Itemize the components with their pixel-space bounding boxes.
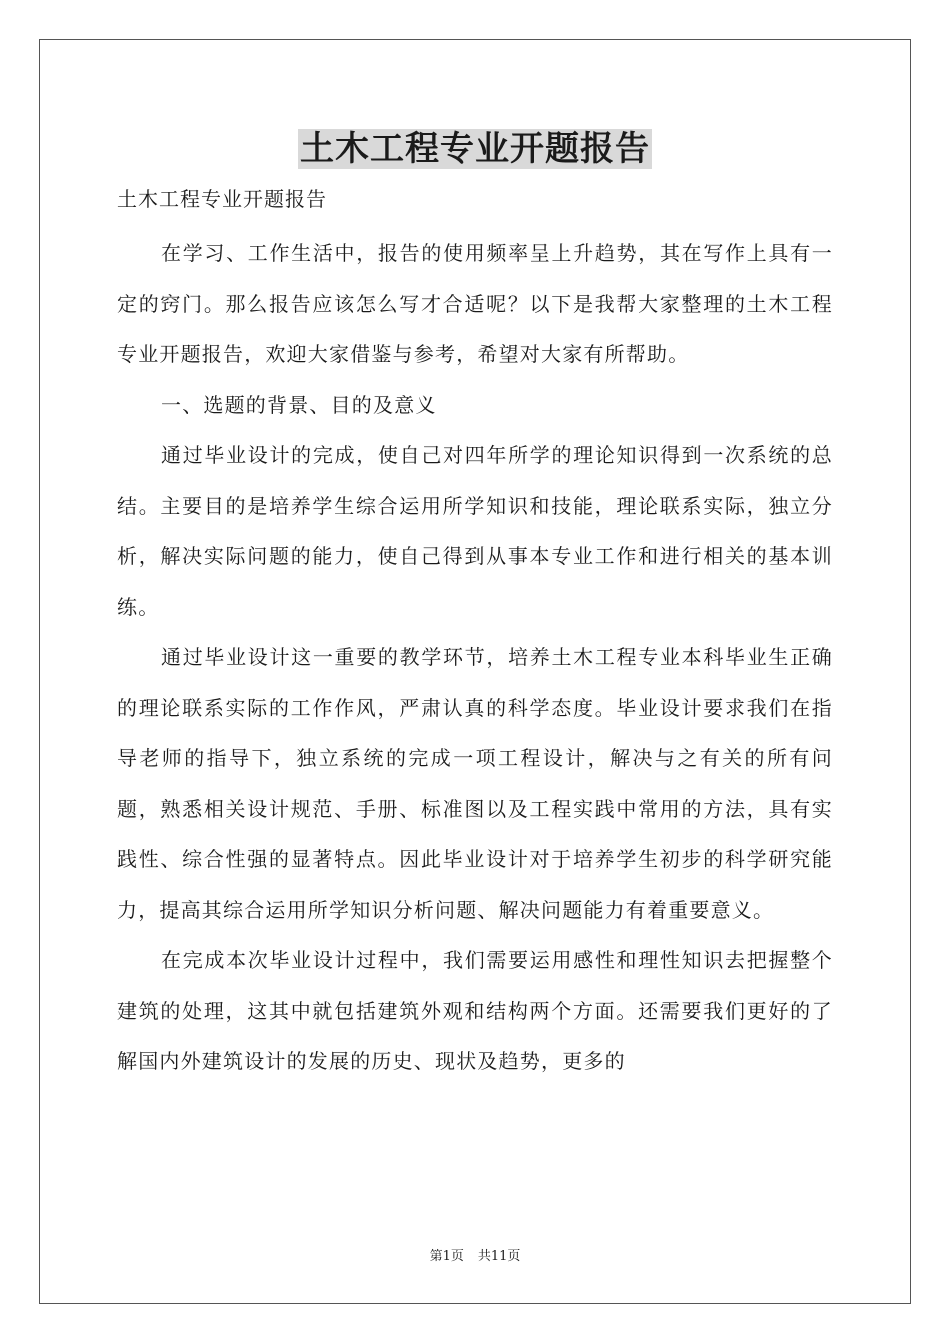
paragraph-significance: 通过毕业设计这一重要的教学环节，培养土木工程专业本科毕业生正确的理论联系实际的工作作风，严肃认真的科学态度。毕业设计要求我们在指导老师的指导下，独立系统的完成一项工程设计，解决与之有关的所有问题，熟悉相关设计规范、手册、标准图以及工程实践中常用的方法，具有实践性、综合性强的显著特点。因此毕业设计对于培养学生初步的科学研究能力，提高其综合运用所学知识分析问题、解决问题能力有着重要意义。 [117, 645, 833, 922]
page-number: 第1页 [429, 1249, 464, 1264]
document-subtitle: 土木工程专业开题报告 [117, 187, 327, 211]
page-footer [0, 1248, 950, 1266]
page-total: 共11页 [477, 1249, 521, 1264]
document-title [0, 124, 950, 174]
document-body [117, 228, 833, 1087]
document-title-text: 土木工程专业开题报告 [300, 129, 650, 169]
paragraph-intro: 在学习、工作生活中，报告的使用频率呈上升趋势，其在写作上具有一定的窍门。那么报告应该怎么写才合适呢？以下是我帮大家整理的土木工程专业开题报告，欢迎大家借鉴与参考，希望对大家有所帮助。 [117, 241, 833, 366]
paragraph-purpose: 通过毕业设计的完成，使自己对四年所学的理论知识得到一次系统的总结。主要目的是培养学生综合运用所学知识和技能，理论联系实际，独立分析，解决实际问题的能力，使自己得到从事本专业工作和进行相关的基本训练。 [117, 443, 833, 619]
paragraph-process: 在完成本次毕业设计过程中，我们需要运用感性和理性知识去把握整个建筑的处理，这其中就包括建筑外观和结构两个方面。还需要我们更好的了解国内外建筑设计的发展的历史、现状及趋势，更多的 [117, 948, 833, 1073]
section-heading: 一、选题的背景、目的及意义 [161, 392, 437, 417]
